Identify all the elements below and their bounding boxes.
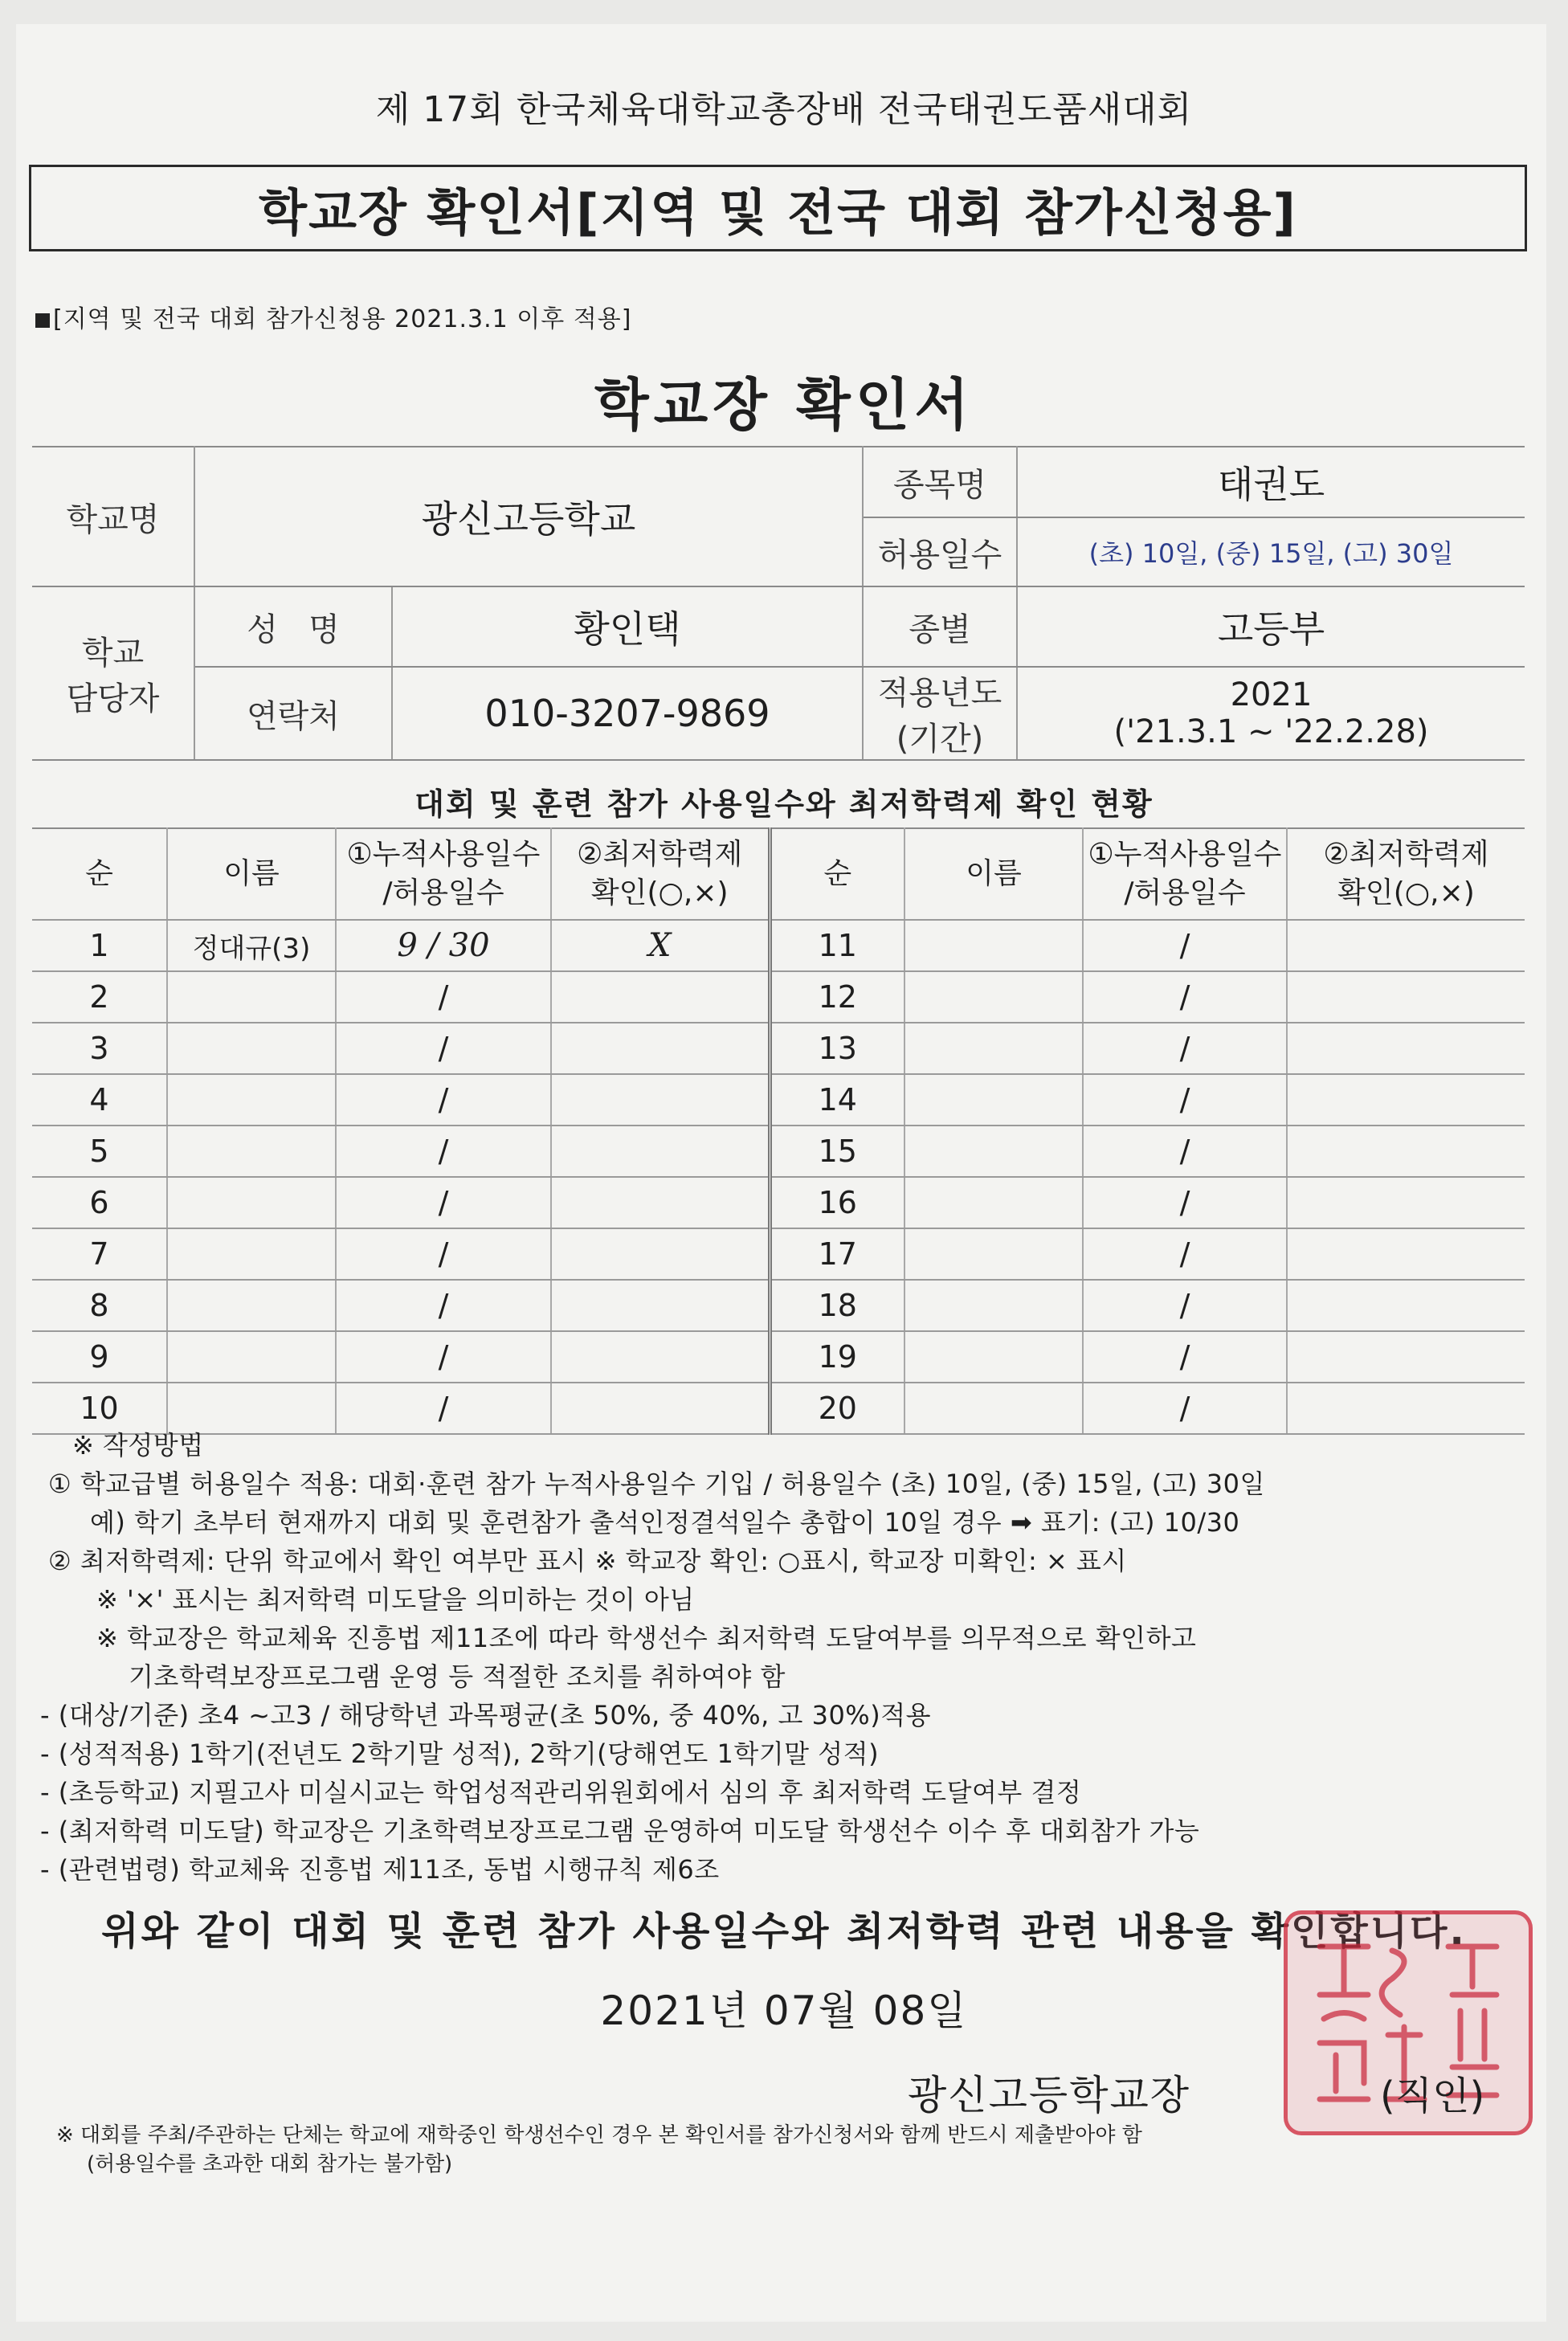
- allowed-days-value: (초) 10일, (중) 15일, (고) 30일: [1017, 517, 1525, 586]
- instruction-line: - (관련법령) 학교체육 진흥법 제11조, 동법 시행규칙 제6조: [40, 1854, 720, 1885]
- row-no: 9: [32, 1331, 167, 1383]
- row-no: 7: [32, 1228, 167, 1280]
- staff-name-label: 성 명: [194, 586, 392, 667]
- row-no: 1: [32, 920, 167, 971]
- row-min: [551, 1331, 770, 1383]
- row-days: /: [1083, 1383, 1287, 1434]
- row-min: [551, 1280, 770, 1331]
- sport-value: 태권도: [1017, 447, 1525, 517]
- row-name: [904, 1177, 1083, 1228]
- instruction-line: - (최저학력 미도달) 학교장은 기초학력보장프로그램 운영하여 미도달 학생선수 이수 후 대회참가 가능: [40, 1816, 1200, 1846]
- row-name: [904, 920, 1083, 971]
- row-days: /: [1083, 1023, 1287, 1074]
- row-name: [167, 1126, 336, 1177]
- header-min-line1: ②최저학력제: [577, 838, 743, 871]
- year-label: [863, 667, 1017, 760]
- year-label-line2: (기간): [896, 721, 984, 758]
- row-days: 9 / 30: [336, 920, 551, 971]
- year-value: [1017, 667, 1525, 760]
- instruction-line: - (대상/기준) 초4 ~고3 / 해당학년 과목평균(초 50%, 중 40%, 고 30%)적용: [40, 1700, 932, 1730]
- row-days: /: [336, 1074, 551, 1126]
- row-name: [167, 1177, 336, 1228]
- row-no: 6: [32, 1177, 167, 1228]
- contact-value: 010-3207-9869: [392, 667, 863, 760]
- header-days: [336, 828, 551, 920]
- row-days: /: [336, 1280, 551, 1331]
- confirmation-statement: 위와 같이 대회 및 훈련 참가 사용일수와 최저학력 관련 내용을 확인합니다.: [101, 1909, 1467, 1954]
- instruction-line: ① 학교급별 허용일수 적용: 대회·훈련 참가 누적사용일수 기입 / 허용일수 (초) 10일, (중) 15일, (고) 30일: [48, 1469, 1265, 1499]
- staff-label-line1: 학교: [81, 635, 145, 672]
- row-days: /: [1083, 1074, 1287, 1126]
- header-days-line2: /허용일수: [1124, 876, 1246, 909]
- event-title: 제 17회 한국체육대학교총장배 전국태권도품새대회: [375, 89, 1193, 130]
- row-min: [551, 1126, 770, 1177]
- staff-name-value: 황인택: [392, 586, 863, 667]
- header-min-line2: 확인(○,×): [590, 876, 729, 909]
- row-no: 12: [770, 971, 904, 1023]
- footnote-line: (허용일수를 초과한 대회 참가는 불가함): [87, 2152, 453, 2176]
- school-info-table: [32, 446, 1525, 761]
- header-name: 이름: [904, 828, 1083, 920]
- division-value: 고등부: [1017, 586, 1525, 667]
- row-min: [1287, 1023, 1525, 1074]
- row-no: 18: [770, 1280, 904, 1331]
- row-name: 정대규(3): [167, 920, 336, 971]
- row-no: 19: [770, 1331, 904, 1383]
- roster-table: [32, 827, 1525, 1435]
- section-title: 대회 및 훈련 참가 사용일수와 최저학력제 확인 현황: [414, 786, 1154, 822]
- row-days: /: [336, 1331, 551, 1383]
- row-no: 11: [770, 920, 904, 971]
- allowed-days-label: 허용일수: [863, 517, 1017, 586]
- row-no: 20: [770, 1383, 904, 1434]
- row-min: [551, 1023, 770, 1074]
- row-days: /: [336, 971, 551, 1023]
- instruction-line: - (성적적용) 1학기(전년도 2학기말 성적), 2학기(당해연도 1학기말 성적): [40, 1738, 880, 1769]
- row-days: /: [1083, 1331, 1287, 1383]
- row-name: [904, 1280, 1083, 1331]
- header-days-line1: ①누적사용일수: [346, 838, 541, 871]
- signer-name: 광신고등학교장: [908, 2072, 1191, 2118]
- year-label-line1: 적용년도: [877, 675, 1002, 712]
- row-days: /: [1083, 920, 1287, 971]
- contact-label: 연락처: [194, 667, 392, 760]
- row-min: [1287, 1177, 1525, 1228]
- staff-label-line2: 담당자: [66, 680, 160, 717]
- form-note: [35, 299, 631, 334]
- row-name: [167, 1074, 336, 1126]
- school-name-value: 광신고등학교: [194, 447, 863, 586]
- row-min: [551, 971, 770, 1023]
- row-name: [167, 971, 336, 1023]
- year-value-line1: 2021: [1230, 676, 1313, 713]
- instruction-heading: ※ 작성방법: [72, 1430, 204, 1461]
- row-name: [904, 1331, 1083, 1383]
- year-value-line2: ('21.3.1 ~ '22.2.28): [1113, 713, 1429, 750]
- table-row: [32, 920, 1525, 971]
- row-no: 13: [770, 1023, 904, 1074]
- instruction-line: ② 최저학력제: 단위 학교에서 확인 여부만 표시 ※ 학교장 확인: ○표시, 학교장 미확인: × 표시: [48, 1546, 1127, 1576]
- row-no: 16: [770, 1177, 904, 1228]
- division-label: 종별: [863, 586, 1017, 667]
- header-name: 이름: [167, 828, 336, 920]
- row-days: /: [336, 1228, 551, 1280]
- instructions: [40, 1426, 1518, 1889]
- school-name-label: 학교명: [32, 447, 194, 586]
- row-min: [551, 1177, 770, 1228]
- row-days: /: [1083, 1228, 1287, 1280]
- row-name: [904, 1074, 1083, 1126]
- sport-label: 종목명: [863, 447, 1017, 517]
- header-min-line1: ②최저학력제: [1323, 838, 1489, 871]
- row-min: [551, 1074, 770, 1126]
- staff-label: [32, 586, 194, 760]
- row-days: /: [336, 1023, 551, 1074]
- row-days: /: [336, 1177, 551, 1228]
- row-days: /: [1083, 1280, 1287, 1331]
- header-min: [551, 828, 770, 920]
- table-row: [32, 1228, 1525, 1280]
- row-no: 8: [32, 1280, 167, 1331]
- instruction-line: ※ 학교장은 학교체육 진흥법 제11조에 따라 학생선수 최저학력 도달여부를 의무적으로 확인하고: [96, 1623, 1197, 1653]
- instruction-line: - (초등학교) 지필고사 미실시교는 학업성적관리위원회에서 심의 후 최저학력 도달여부 결정: [40, 1777, 1082, 1808]
- row-min: [1287, 1074, 1525, 1126]
- row-name: [167, 1280, 336, 1331]
- header-days: [1083, 828, 1287, 920]
- footnote-line: ※ 대회를 주최/주관하는 단체는 학교에 재학중인 학생선수인 경우 본 확인서를 참가신청서와 함께 반드시 제출받아야 함: [56, 2123, 1142, 2147]
- square-bullet-icon: [35, 313, 50, 328]
- row-min: [1287, 1126, 1525, 1177]
- table-row: [32, 1280, 1525, 1331]
- row-no: 14: [770, 1074, 904, 1126]
- row-min: [1287, 1280, 1525, 1331]
- row-name: [167, 1331, 336, 1383]
- table-row: [32, 971, 1525, 1023]
- row-min: [551, 1228, 770, 1280]
- form-title-box: 학교장 확인서[지역 및 전국 대회 참가신청용]: [29, 165, 1527, 251]
- row-name: [904, 1126, 1083, 1177]
- row-no: 3: [32, 1023, 167, 1074]
- row-min: [1287, 1331, 1525, 1383]
- header-days-line2: /허용일수: [382, 876, 504, 909]
- table-row: [32, 1126, 1525, 1177]
- row-no: 15: [770, 1126, 904, 1177]
- footnote: [56, 2121, 1502, 2179]
- row-no: 4: [32, 1074, 167, 1126]
- instruction-line: 예) 학기 초부터 현재까지 대회 및 훈련참가 출석인정결석일수 총합이 10일 경우 ➡ 표기: (고) 10/30: [90, 1507, 1240, 1538]
- row-days: /: [1083, 1126, 1287, 1177]
- header-no: 순: [32, 828, 167, 920]
- row-name: [904, 1228, 1083, 1280]
- row-min: [1287, 971, 1525, 1023]
- row-name: [904, 971, 1083, 1023]
- document-heading: 학교장 확인서: [594, 372, 974, 438]
- header-days-line1: ①누적사용일수: [1088, 838, 1282, 871]
- row-name: [904, 1023, 1083, 1074]
- instruction-line: ※ '×' 표시는 최저학력 미도달을 의미하는 것이 아님: [96, 1584, 695, 1615]
- header-min-line2: 확인(○,×): [1337, 876, 1475, 909]
- row-no: 17: [770, 1228, 904, 1280]
- row-days: /: [336, 1126, 551, 1177]
- row-min: X: [551, 920, 770, 971]
- row-name: [167, 1023, 336, 1074]
- table-row: [32, 1023, 1525, 1074]
- row-no: 2: [32, 971, 167, 1023]
- row-days: /: [1083, 971, 1287, 1023]
- seal-label: (직인): [1380, 2073, 1485, 2118]
- issue-date: 2021년 07월 08일: [600, 1988, 968, 2034]
- table-row: [32, 1074, 1525, 1126]
- row-min: [1287, 1228, 1525, 1280]
- header-no: 순: [770, 828, 904, 920]
- row-days: /: [1083, 1177, 1287, 1228]
- table-row: [32, 1177, 1525, 1228]
- row-no: 5: [32, 1126, 167, 1177]
- row-days: /: [336, 1383, 551, 1434]
- row-no: 10: [32, 1383, 167, 1434]
- table-row: [32, 1331, 1525, 1383]
- instruction-line: 기초학력보장프로그램 운영 등 적절한 조치를 취하여야 함: [129, 1661, 786, 1692]
- header-min: [1287, 828, 1525, 920]
- row-name: [167, 1228, 336, 1280]
- form-note-text: [지역 및 전국 대회 참가신청용 2021.3.1 이후 적용]: [53, 305, 632, 333]
- row-min: [1287, 920, 1525, 971]
